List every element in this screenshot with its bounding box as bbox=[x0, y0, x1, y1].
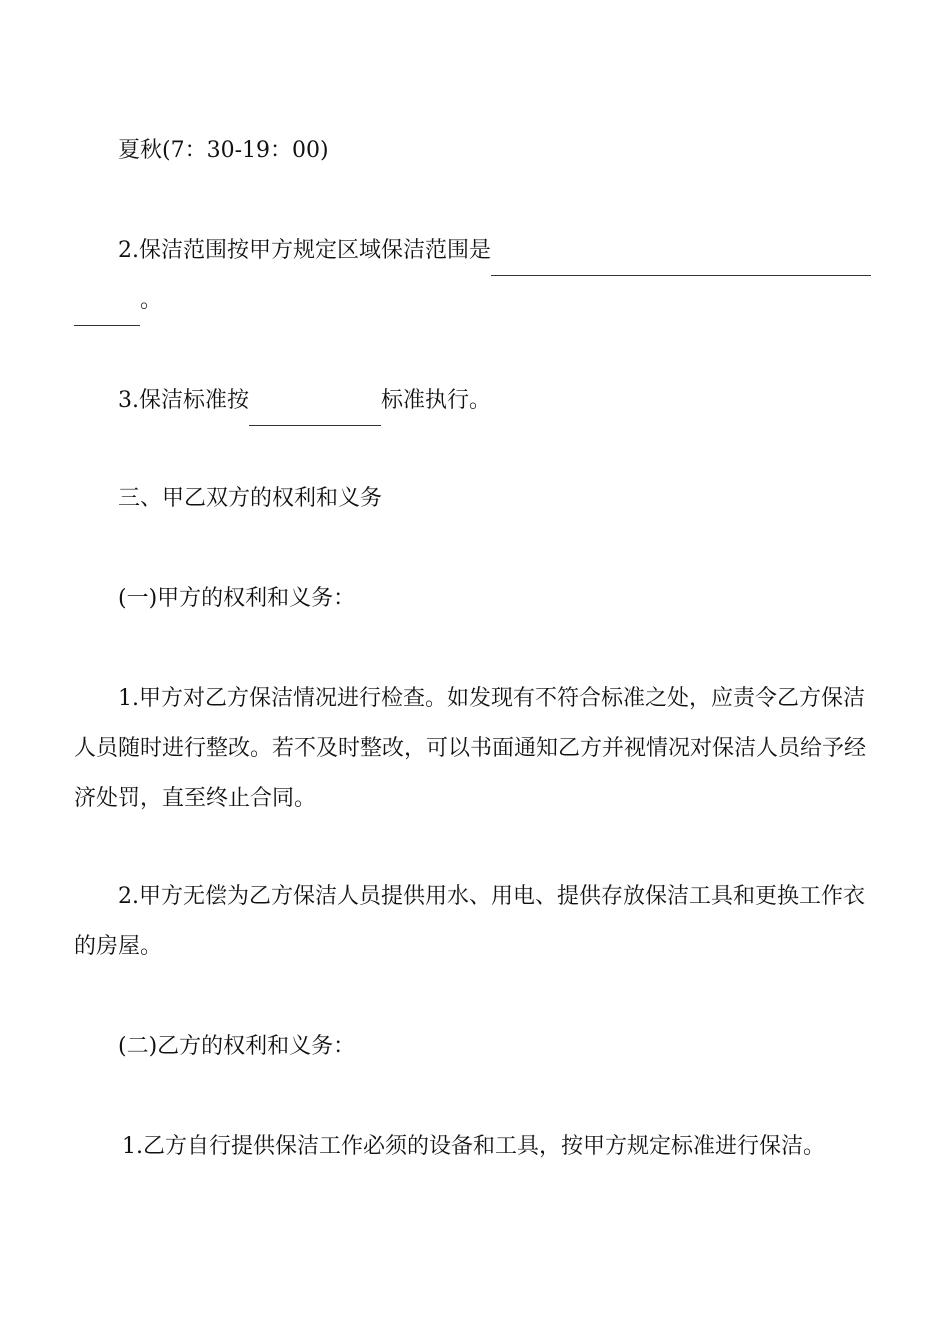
section-heading-rights: 三、甲乙双方的权利和义务 bbox=[118, 486, 383, 511]
paragraph-inspection-l2: 人员随时进行整改。若不及时整改，可以书面通知乙方并视情况对保洁人员给予经 bbox=[74, 736, 867, 761]
paragraph-equipment: 1.乙方自行提供保洁工作必须的设备和工具，按甲方规定标准进行保洁。 bbox=[122, 1134, 825, 1159]
scope-text: 2.保洁范围按甲方规定区域保洁范围是 bbox=[118, 238, 491, 263]
scope-blank bbox=[491, 245, 871, 276]
standard-pre: 3.保洁标准按 bbox=[118, 388, 249, 413]
paragraph-standard bbox=[118, 376, 491, 426]
subsection-party-b: (二)乙方的权利和义务： bbox=[118, 1034, 356, 1059]
subsection-party-a: (一)甲方的权利和义务： bbox=[118, 586, 356, 611]
paragraph-inspection-l3: 济处罚，直至终止合同。 bbox=[74, 786, 317, 811]
standard-post: 标准执行。 bbox=[381, 388, 492, 413]
standard-blank bbox=[249, 395, 381, 426]
scope-blank-cont bbox=[74, 295, 140, 326]
paragraph-facilities-l2: 的房屋。 bbox=[74, 934, 163, 959]
paragraph-hours: 夏秋(7：30-19：00) bbox=[118, 138, 329, 163]
scope-end: 。 bbox=[140, 288, 163, 313]
paragraph-facilities-l1: 2.甲方无偿为乙方保洁人员提供用水、用电、提供存放保洁工具和更换工作衣 bbox=[118, 884, 865, 909]
paragraph-scope-cont bbox=[74, 276, 162, 326]
paragraph-scope bbox=[118, 226, 871, 276]
paragraph-inspection-l1: 1.甲方对乙方保洁情况进行检查。如发现有不符合标准之处，应责令乙方保洁 bbox=[118, 686, 865, 711]
